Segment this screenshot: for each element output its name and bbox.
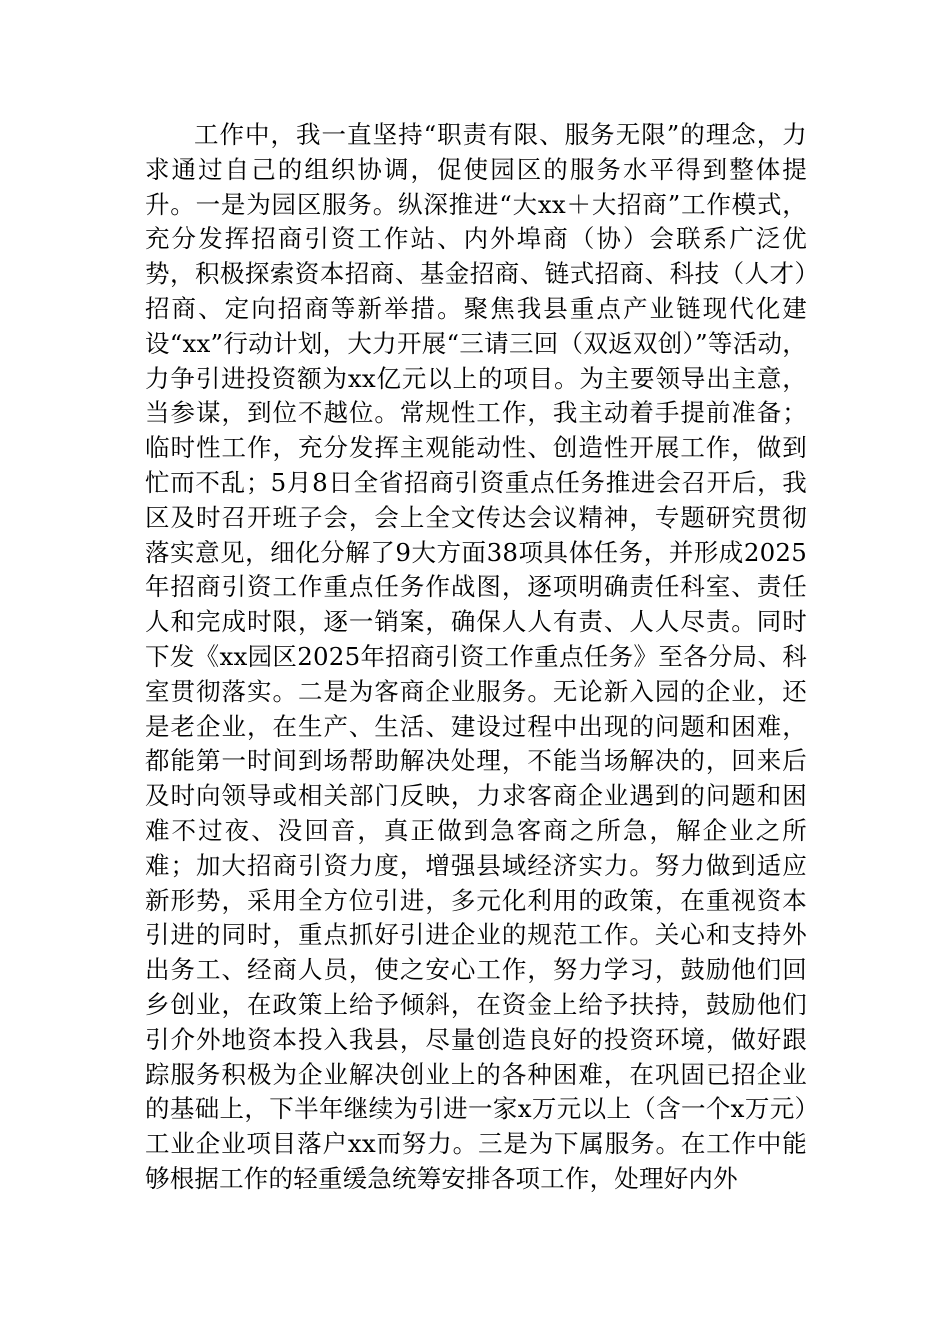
body-paragraph: 工作中，我一直坚持“职责有限、服务无限”的理念，力求通过自己的组织协调，促使园区的服务水平得到整体提升。一是为园区服务。纵深推进“大xx＋大招商”工作模式，充分发挥招商引资工作站、内外埠商（协）会联系广泛优势，积极探索资本招商、基金招商、链式招商、科技（人才）招商、定向招商等新举措。聚焦我县重点产业链现代化建设“xx”行动计划，大力开展“三请三回（双返双创）”等活动，力争引进投资额为xx亿元以上的项目。为主要领导出主意，当参谋，到位不越位。常规性工作，我主动着手提前准备；临时性工作，充分发挥主观能动性、创造性开展工作，做到忙而不乱；5月8日全省招商引资重点任务推进会召开后，我区及时召开班子会，会上全文传达会议精神，专题研究贯彻落实意见，细化分解了9大方面38项具体任务，并形成2025年招商引资工作重点任务作战图，逐项明确责任科室、责任人和完成时限，逐一销案，确保人人有责、人人尽责。同时下发《xx园区2025年招商引资工作重点任务》至各分局、科室贯彻落实。二是为客商企业服务。无论新入园的企业，还是老企业，在生产、生活、建设过程中出现的问题和困难，都能第一时间到场帮助解决处理，不能当场解决的，回来后及时向领导或相关部门反映，力求客商企业遇到的问题和困难不过夜、没回音，真正做到急客商之所急，解企业之所难；加大招商引资力度，增强县域经济实力。努力做到适应新形势，采用全方位引进，多元化利用的政策，在重视资本引进的同时，重点抓好引进企业的规范工作。关心和支持外出务工、经商人员，使之安心工作，努力学习，鼓励他们回乡创业，在政策上给予倾斜，在资金上给予扶持，鼓励他们引介外地资本投入我县，尽量创造良好的投资环境，做好跟踪服务积极为企业解决创业上的各种困难，在巩固已招企业的基础上，下半年继续为引进一家x万元以上（含一个x万元）工业企业项目落户xx而努力。三是为下属服务。在工作中能够根据工作的轻重缓急统筹安排各项工作，处理好内外 [145,120,807,1193]
